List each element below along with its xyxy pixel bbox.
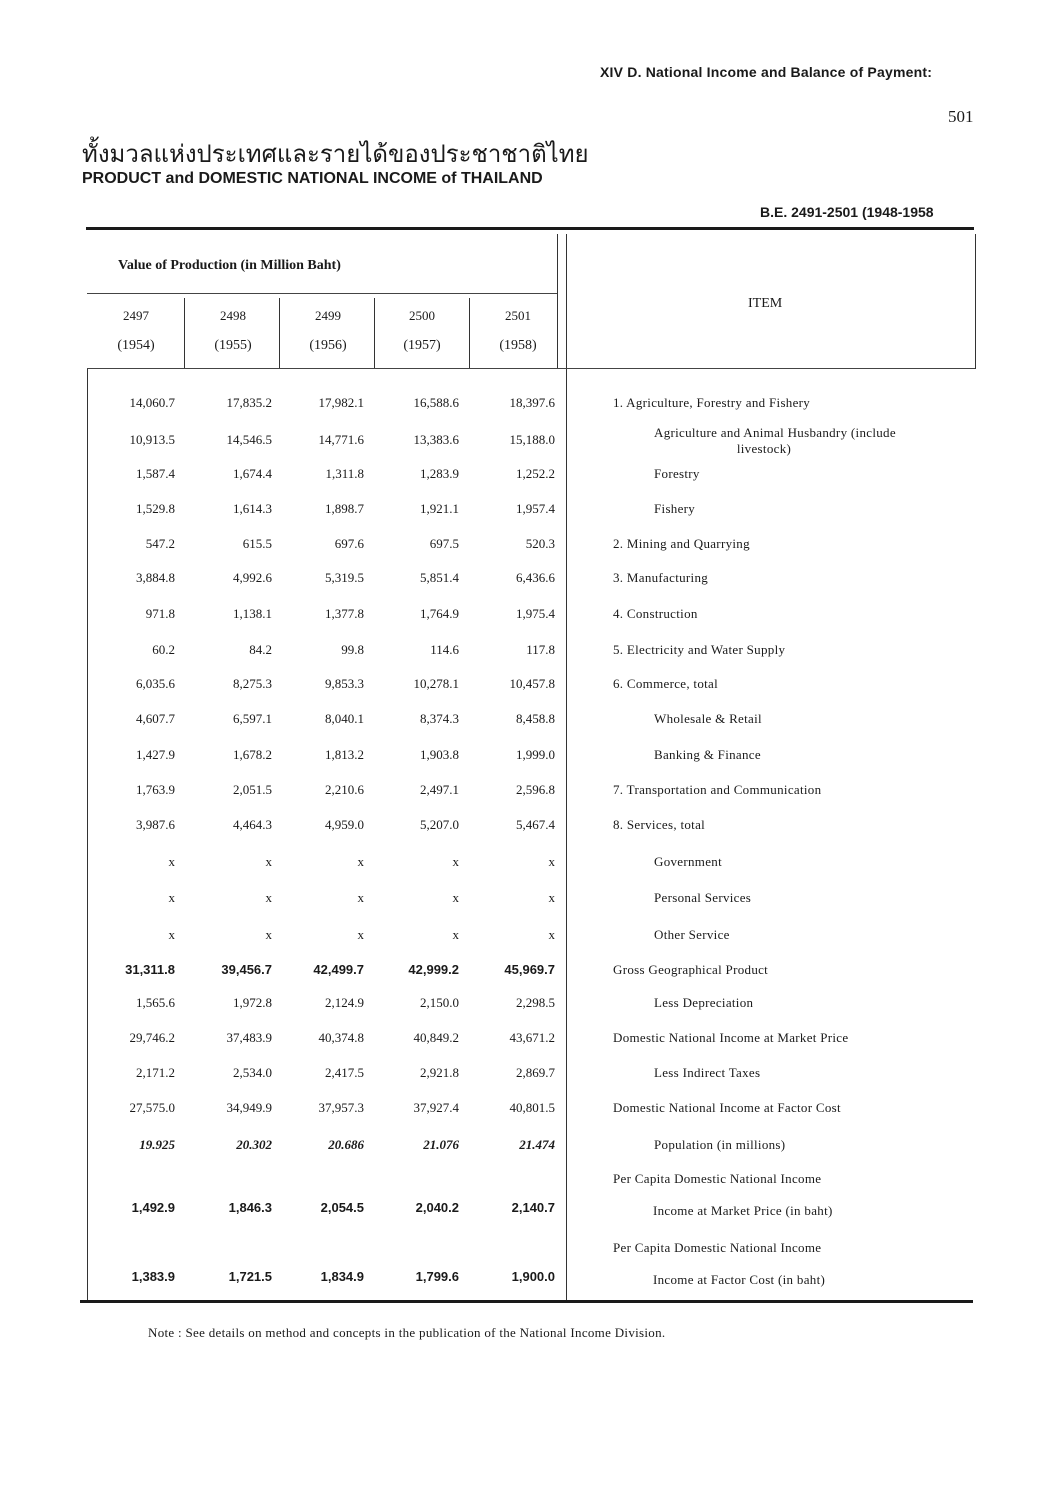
year-header xyxy=(88,308,184,354)
row-item-label xyxy=(613,606,698,622)
item-text: 1. Agriculture, Forestry and Fishery xyxy=(613,395,811,410)
table-cell: 1,957.4 xyxy=(516,501,555,516)
bottom-rule xyxy=(80,1300,973,1303)
table-cell: 21.076 xyxy=(423,1137,459,1152)
table-cell: 1,383.9 xyxy=(131,1269,175,1284)
table-cell: 2,869.7 xyxy=(516,1065,555,1080)
table-cell: 1,721.5 xyxy=(228,1269,272,1284)
table-cell: 1,834.9 xyxy=(320,1269,364,1284)
table-cell: 5,851.4 xyxy=(420,570,459,585)
right-border xyxy=(975,234,976,369)
table-cell: x xyxy=(548,854,555,869)
table-cell: 114.6 xyxy=(430,642,459,657)
table-cell: 14,546.5 xyxy=(226,432,272,447)
table-cell: 37,483.9 xyxy=(226,1030,272,1045)
top-rule xyxy=(86,227,974,230)
row-item-label xyxy=(613,642,785,658)
table-cell: 34,949.9 xyxy=(226,1100,272,1115)
table-cell: 4,959.0 xyxy=(325,817,364,832)
year-header xyxy=(470,308,566,354)
item-text: Per Capita Domestic National Income xyxy=(613,1171,822,1186)
table-cell: 5,467.4 xyxy=(516,817,555,832)
table-cell: 8,374.3 xyxy=(420,711,459,726)
table-cell: 1,903.8 xyxy=(420,747,459,762)
item-text: Domestic National Income at Factor Cost xyxy=(613,1100,841,1115)
table-cell: x xyxy=(357,890,364,905)
item-subtext: Income at Market Price (in baht) xyxy=(653,1203,833,1218)
table-cell: 3,987.6 xyxy=(136,817,175,832)
row-item-label xyxy=(613,962,768,978)
year-be: 2500 xyxy=(409,308,435,323)
table-cell: 1,138.1 xyxy=(233,606,272,621)
row-item-label xyxy=(654,425,974,457)
table-cell: 697.5 xyxy=(429,536,459,551)
table-cell: 13,383.6 xyxy=(413,432,459,447)
table-cell: 1,565.6 xyxy=(136,995,175,1010)
row-item-label xyxy=(654,747,761,763)
item-text: 7. Transportation and Communication xyxy=(613,782,822,797)
table-cell: 1,311.8 xyxy=(325,466,364,481)
table-cell: 1,283.9 xyxy=(420,466,459,481)
item-text: Other Service xyxy=(654,927,730,942)
item-text: Forestry xyxy=(654,466,700,481)
year-range: B.E. 2491-2501 (1948-1958 xyxy=(760,204,934,220)
row-item-label xyxy=(613,676,718,692)
table-cell: x xyxy=(265,854,272,869)
item-text: 3. Manufacturing xyxy=(613,570,709,585)
table-cell: 971.8 xyxy=(145,606,175,621)
table-cell: 1,252.2 xyxy=(516,466,555,481)
table-cell: 1,921.1 xyxy=(420,501,459,516)
year-be: 2498 xyxy=(220,308,246,323)
table-cell: 1,898.7 xyxy=(325,501,364,516)
table-cell: 42,499.7 xyxy=(313,962,364,977)
table-cell: 1,900.0 xyxy=(511,1269,555,1284)
table-cell: 697.6 xyxy=(334,536,364,551)
table-cell: x xyxy=(357,854,364,869)
table-cell: 1,975.4 xyxy=(516,606,555,621)
table-cell: 2,921.8 xyxy=(420,1065,459,1080)
item-text: Wholesale & Retail xyxy=(654,711,762,726)
item-text: Banking & Finance xyxy=(654,747,761,762)
table-cell: x xyxy=(265,890,272,905)
table-cell: 8,275.3 xyxy=(233,676,272,691)
table-cell: 37,927.4 xyxy=(413,1100,459,1115)
item-text: Government xyxy=(654,854,722,869)
table-cell: 1,972.8 xyxy=(233,995,272,1010)
table-cell: 5,207.0 xyxy=(420,817,459,832)
table-cell: 6,597.1 xyxy=(233,711,272,726)
header-bottom-rule xyxy=(87,368,975,369)
table-cell: 8,040.1 xyxy=(325,711,364,726)
table-cell: 40,801.5 xyxy=(509,1100,555,1115)
item-text: 2. Mining and Quarrying xyxy=(613,536,750,551)
row-item-label xyxy=(613,817,705,833)
table-cell: 1,587.4 xyxy=(136,466,175,481)
table-cell: 6,436.6 xyxy=(516,570,555,585)
table-cell: 29,746.2 xyxy=(129,1030,175,1045)
year-header xyxy=(280,308,376,354)
table-cell: x xyxy=(548,890,555,905)
item-subtext: Income at Factor Cost (in baht) xyxy=(653,1272,826,1287)
table-cell: 2,140.7 xyxy=(511,1200,555,1215)
title-thai: ทั้งมวลแห่งประเทศและรายได้ของประชาชาติไทย xyxy=(82,140,589,168)
table-cell: x xyxy=(452,854,459,869)
table-cell: 1,813.2 xyxy=(325,747,364,762)
item-text: Fishery xyxy=(654,501,696,516)
footnote: Note : See details on method and concepts in the publication of the National Income Division. xyxy=(148,1325,666,1340)
table-cell: 5,319.5 xyxy=(325,570,364,585)
item-text: Less Indirect Taxes xyxy=(654,1065,761,1080)
year-header xyxy=(185,308,281,354)
table-cell: 1,529.8 xyxy=(136,501,175,516)
table-cell: 27,575.0 xyxy=(129,1100,175,1115)
table-cell: 17,982.1 xyxy=(318,395,364,410)
table-cell: 15,188.0 xyxy=(509,432,555,447)
table-cell: 1,492.9 xyxy=(131,1200,175,1215)
year-be: 2499 xyxy=(315,308,341,323)
year-ce: (1955) xyxy=(214,338,252,353)
table-cell: 99.8 xyxy=(341,642,364,657)
item-text: Gross Geographical Product xyxy=(613,962,769,977)
row-item-label xyxy=(613,1100,841,1116)
table-cell: 60.2 xyxy=(152,642,175,657)
table-cell: 2,497.1 xyxy=(420,782,459,797)
row-item-label xyxy=(654,501,695,517)
table-cell: 2,150.0 xyxy=(420,995,459,1010)
table-cell: 3,884.8 xyxy=(136,570,175,585)
row-item-label xyxy=(654,890,751,906)
table-cell: 2,054.5 xyxy=(320,1200,364,1215)
table-cell: 9,853.3 xyxy=(325,676,364,691)
table-cell: 2,596.8 xyxy=(516,782,555,797)
item-text: Agriculture and Animal Husbandry (include xyxy=(654,425,896,440)
row-item-label xyxy=(654,854,722,870)
table-cell: 4,464.3 xyxy=(233,817,272,832)
table-cell: 615.5 xyxy=(242,536,272,551)
table-cell: 1,427.9 xyxy=(136,747,175,762)
table-cell: 31,311.8 xyxy=(125,962,175,977)
year-be: 2497 xyxy=(123,308,149,323)
table-cell: 39,456.7 xyxy=(221,962,272,977)
year-ce: (1957) xyxy=(403,338,441,353)
item-text: Personal Services xyxy=(654,890,752,905)
table-cell: x xyxy=(168,890,175,905)
table-cell: 6,035.6 xyxy=(136,676,175,691)
row-item-label xyxy=(654,927,730,943)
table-cell: 1,846.3 xyxy=(228,1200,272,1215)
table-cell: 1,674.4 xyxy=(233,466,272,481)
table-cell: 1,999.0 xyxy=(516,747,555,762)
table-cell: 8,458.8 xyxy=(516,711,555,726)
item-text: Population (in millions) xyxy=(654,1137,786,1152)
table-cell: 40,849.2 xyxy=(413,1030,459,1045)
item-subtext: livestock) xyxy=(736,441,792,456)
table-cell: x xyxy=(452,890,459,905)
item-section-divider xyxy=(566,234,567,369)
table-cell: 84.2 xyxy=(249,642,272,657)
table-cell: 42,999.2 xyxy=(408,962,459,977)
table-cell: 16,588.6 xyxy=(413,395,459,410)
row-item-label xyxy=(613,1240,825,1288)
item-text: 4. Construction xyxy=(613,606,698,621)
table-cell: 117.8 xyxy=(526,642,555,657)
table-cell: 2,534.0 xyxy=(233,1065,272,1080)
table-cell: 2,124.9 xyxy=(325,995,364,1010)
year-ce: (1958) xyxy=(499,338,537,353)
table-cell: 20.686 xyxy=(328,1137,364,1152)
table-cell: 19.925 xyxy=(139,1137,175,1152)
table-cell: 43,671.2 xyxy=(509,1030,555,1045)
item-text: Domestic National Income at Market Price xyxy=(613,1030,849,1045)
row-item-label xyxy=(613,782,821,798)
year-be: 2501 xyxy=(505,308,531,323)
row-item-label xyxy=(613,570,708,586)
table-cell: 1,614.3 xyxy=(233,501,272,516)
header-rule xyxy=(87,293,557,294)
table-cell: 14,771.6 xyxy=(318,432,364,447)
item-text: Less Depreciation xyxy=(654,995,754,1010)
table-cell: 1,799.6 xyxy=(415,1269,459,1284)
table-cell: 21.474 xyxy=(519,1137,555,1152)
title-english: PRODUCT and DOMESTIC NATIONAL INCOME of THAILAND xyxy=(82,170,543,187)
table-cell: 18,397.6 xyxy=(509,395,555,410)
item-text: 5. Electricity and Water Supply xyxy=(613,642,786,657)
item-column-divider xyxy=(566,368,567,1303)
table-cell: x xyxy=(357,927,364,942)
value-of-production-label: Value of Production (in Million Baht) xyxy=(118,258,341,273)
table-cell: 2,210.6 xyxy=(325,782,364,797)
table-cell: 10,278.1 xyxy=(413,676,459,691)
table-cell: x xyxy=(548,927,555,942)
page-number: 501 xyxy=(948,107,974,126)
table-cell: 37,957.3 xyxy=(318,1100,364,1115)
table-cell: 17,835.2 xyxy=(226,395,272,410)
row-item-label xyxy=(654,1065,760,1081)
table-cell: x xyxy=(265,927,272,942)
table-cell: 1,764.9 xyxy=(420,606,459,621)
year-ce: (1954) xyxy=(117,338,155,353)
table-cell: 45,969.7 xyxy=(504,962,555,977)
table-cell: 547.2 xyxy=(145,536,175,551)
row-item-label xyxy=(613,395,810,411)
row-item-label xyxy=(654,995,753,1011)
table-cell: 520.3 xyxy=(525,536,555,551)
item-text: 8. Services, total xyxy=(613,817,706,832)
year-ce: (1956) xyxy=(309,338,347,353)
table-cell: 1,377.8 xyxy=(325,606,364,621)
section-header: XIV D. National Income and Balance of Payment: xyxy=(600,64,933,80)
table-cell: 2,298.5 xyxy=(516,995,555,1010)
year-header xyxy=(374,308,470,354)
table-cell: 2,051.5 xyxy=(233,782,272,797)
table-cell: 20.302 xyxy=(236,1137,272,1152)
table-cell: 10,913.5 xyxy=(129,432,175,447)
row-item-label xyxy=(654,711,762,727)
table-cell: 1,678.2 xyxy=(233,747,272,762)
row-item-label xyxy=(613,536,750,552)
item-header: ITEM xyxy=(748,296,783,311)
row-item-label xyxy=(654,466,700,482)
item-text: Per Capita Domestic National Income xyxy=(613,1240,822,1255)
row-item-label xyxy=(613,1030,848,1046)
row-item-label xyxy=(654,1137,785,1153)
table-cell: x xyxy=(168,854,175,869)
table-cell: 14,060.7 xyxy=(129,395,175,410)
row-item-label xyxy=(613,1171,833,1219)
table-cell: 4,607.7 xyxy=(136,711,175,726)
table-cell: 2,040.2 xyxy=(415,1200,459,1215)
table-cell: x xyxy=(452,927,459,942)
item-text: 6. Commerce, total xyxy=(613,676,719,691)
table-cell: 40,374.8 xyxy=(318,1030,364,1045)
table-cell: 1,763.9 xyxy=(136,782,175,797)
table-cell: 4,992.6 xyxy=(233,570,272,585)
table-cell: x xyxy=(168,927,175,942)
table-cell: 2,171.2 xyxy=(136,1065,175,1080)
table-cell: 2,417.5 xyxy=(325,1065,364,1080)
table-cell: 10,457.8 xyxy=(509,676,555,691)
